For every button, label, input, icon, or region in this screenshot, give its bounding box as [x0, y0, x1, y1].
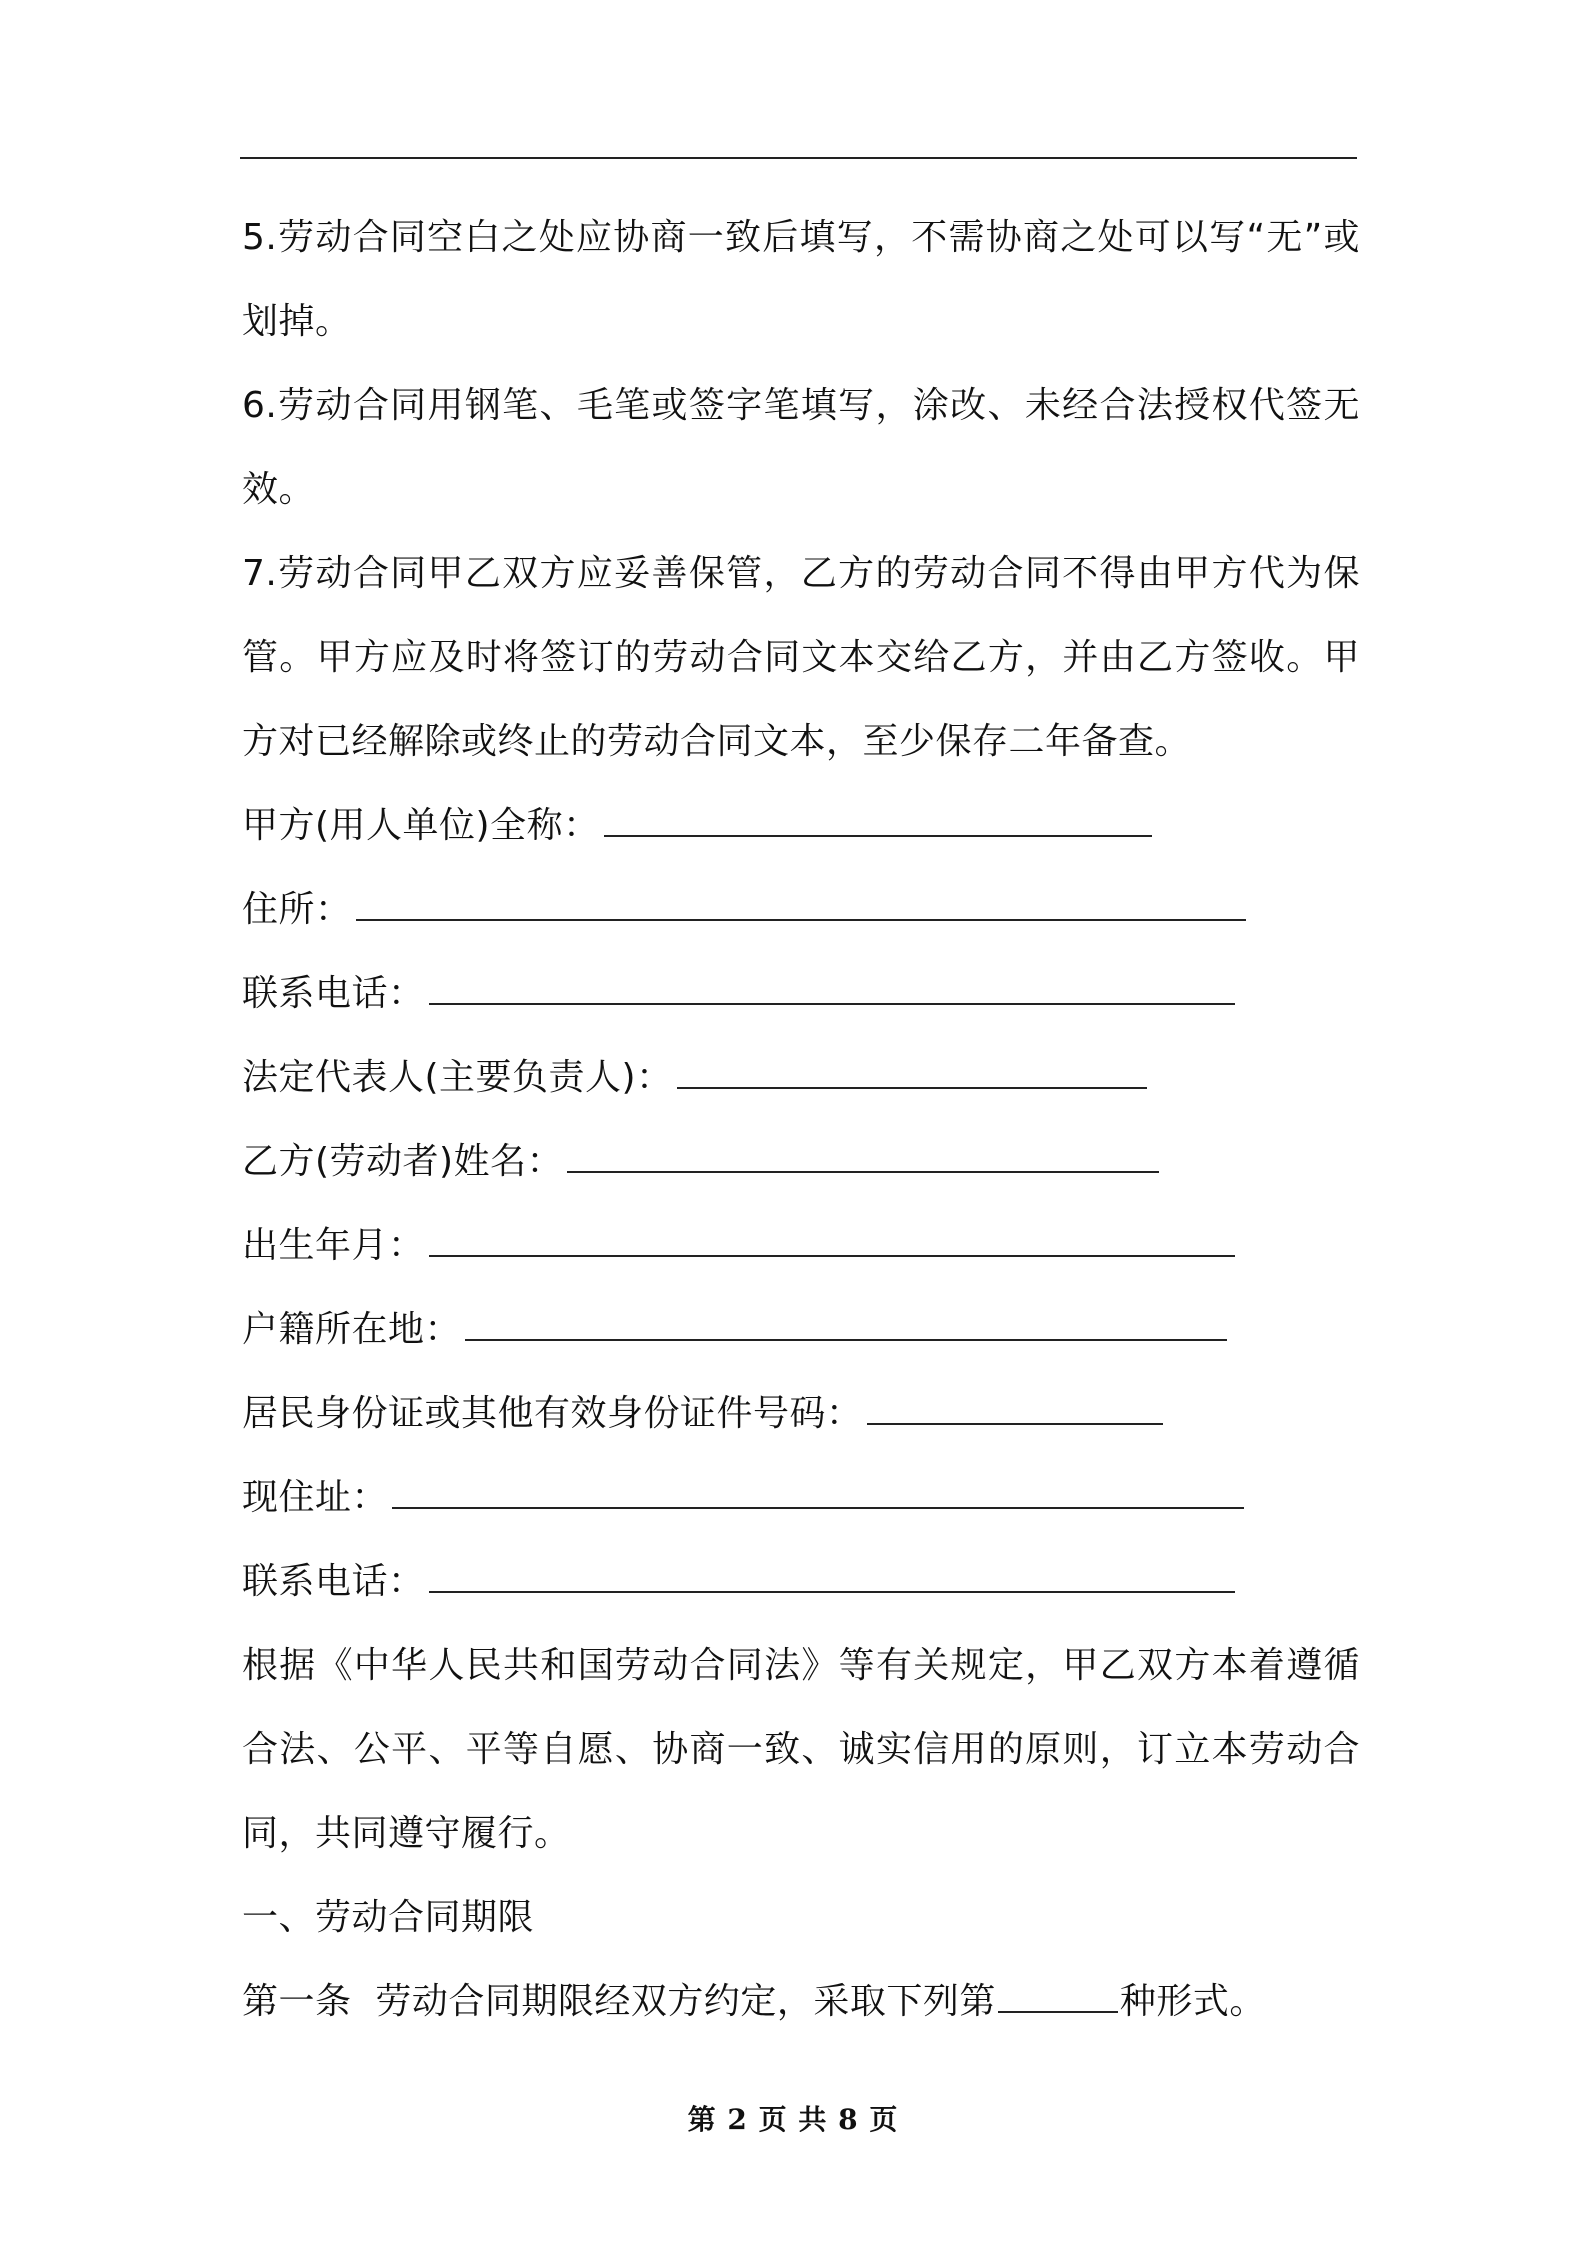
document-body — [242, 196, 1360, 2044]
article-1 — [242, 1960, 1360, 2044]
party-a-address-blank[interactable] — [356, 889, 1246, 921]
paragraph-item-6: 6.劳动合同用钢笔、毛笔或签字笔填写，涂改、未经合法授权代签无效。 — [242, 385, 1360, 510]
current-address-field — [242, 1456, 1360, 1540]
party-a-phone-blank[interactable] — [429, 973, 1235, 1005]
legal-rep-blank[interactable] — [677, 1057, 1147, 1089]
id-number-label: 居民身份证或其他有效身份证件号码： — [242, 1393, 863, 1434]
article-1-blank[interactable] — [998, 1981, 1118, 2013]
party-b-phone-blank[interactable] — [429, 1561, 1235, 1593]
household-reg-blank[interactable] — [465, 1309, 1227, 1341]
birth-date-label: 出生年月： — [242, 1225, 425, 1266]
party-a-name-label: 甲方(用人单位)全称： — [242, 805, 600, 846]
party-a-name-field — [242, 784, 1360, 868]
party-a-phone-label: 联系电话： — [242, 973, 425, 1014]
household-reg-label: 户籍所在地： — [242, 1309, 462, 1350]
party-a-name-blank[interactable] — [604, 805, 1152, 837]
paragraph-item-5: 5.劳动合同空白之处应协商一致后填写，不需协商之处可以写“无”或划掉。 — [242, 217, 1360, 342]
birth-date-field — [242, 1204, 1360, 1288]
header-divider — [240, 157, 1357, 159]
section-title: 一、劳动合同期限 — [242, 1897, 535, 1938]
paragraph-item-7: 7.劳动合同甲乙双方应妥善保管，乙方的劳动合同不得由甲方代为保管。甲方应及时将签订的劳动合同文本交给乙方，并由乙方签收。甲方对已经解除或终止的劳动合同文本，至少保存二年备查。 — [242, 553, 1360, 762]
current-address-blank[interactable] — [392, 1477, 1244, 1509]
current-address-label: 现住址： — [242, 1477, 389, 1518]
party-a-phone-field — [242, 952, 1360, 1036]
article-1-prefix: 第一条 劳动合同期限经双方约定，采取下列第 — [242, 1981, 996, 2022]
id-number-field — [242, 1372, 1360, 1456]
party-b-phone-label: 联系电话： — [242, 1561, 425, 1602]
birth-date-blank[interactable] — [429, 1225, 1235, 1257]
legal-rep-field — [242, 1036, 1360, 1120]
party-b-name-label: 乙方(劳动者)姓名： — [242, 1141, 564, 1182]
article-1-suffix: 种形式。 — [1119, 1981, 1266, 2022]
party-a-address-field — [242, 868, 1360, 952]
party-a-address-label: 住所： — [242, 889, 352, 930]
preamble-paragraph: 根据《中华人民共和国劳动合同法》等有关规定，甲乙双方本着遵循合法、公平、平等自愿、协商一致、诚实信用的原则，订立本劳动合同，共同遵守履行。 — [242, 1645, 1360, 1854]
legal-rep-label: 法定代表人(主要负责人)： — [242, 1057, 673, 1098]
page-number: 第 2 页 共 8 页 — [687, 2103, 899, 2136]
id-number-blank[interactable] — [867, 1393, 1163, 1425]
party-b-name-blank[interactable] — [567, 1141, 1159, 1173]
party-b-name-field — [242, 1120, 1360, 1204]
party-b-phone-field — [242, 1540, 1360, 1624]
household-reg-field — [242, 1288, 1360, 1372]
